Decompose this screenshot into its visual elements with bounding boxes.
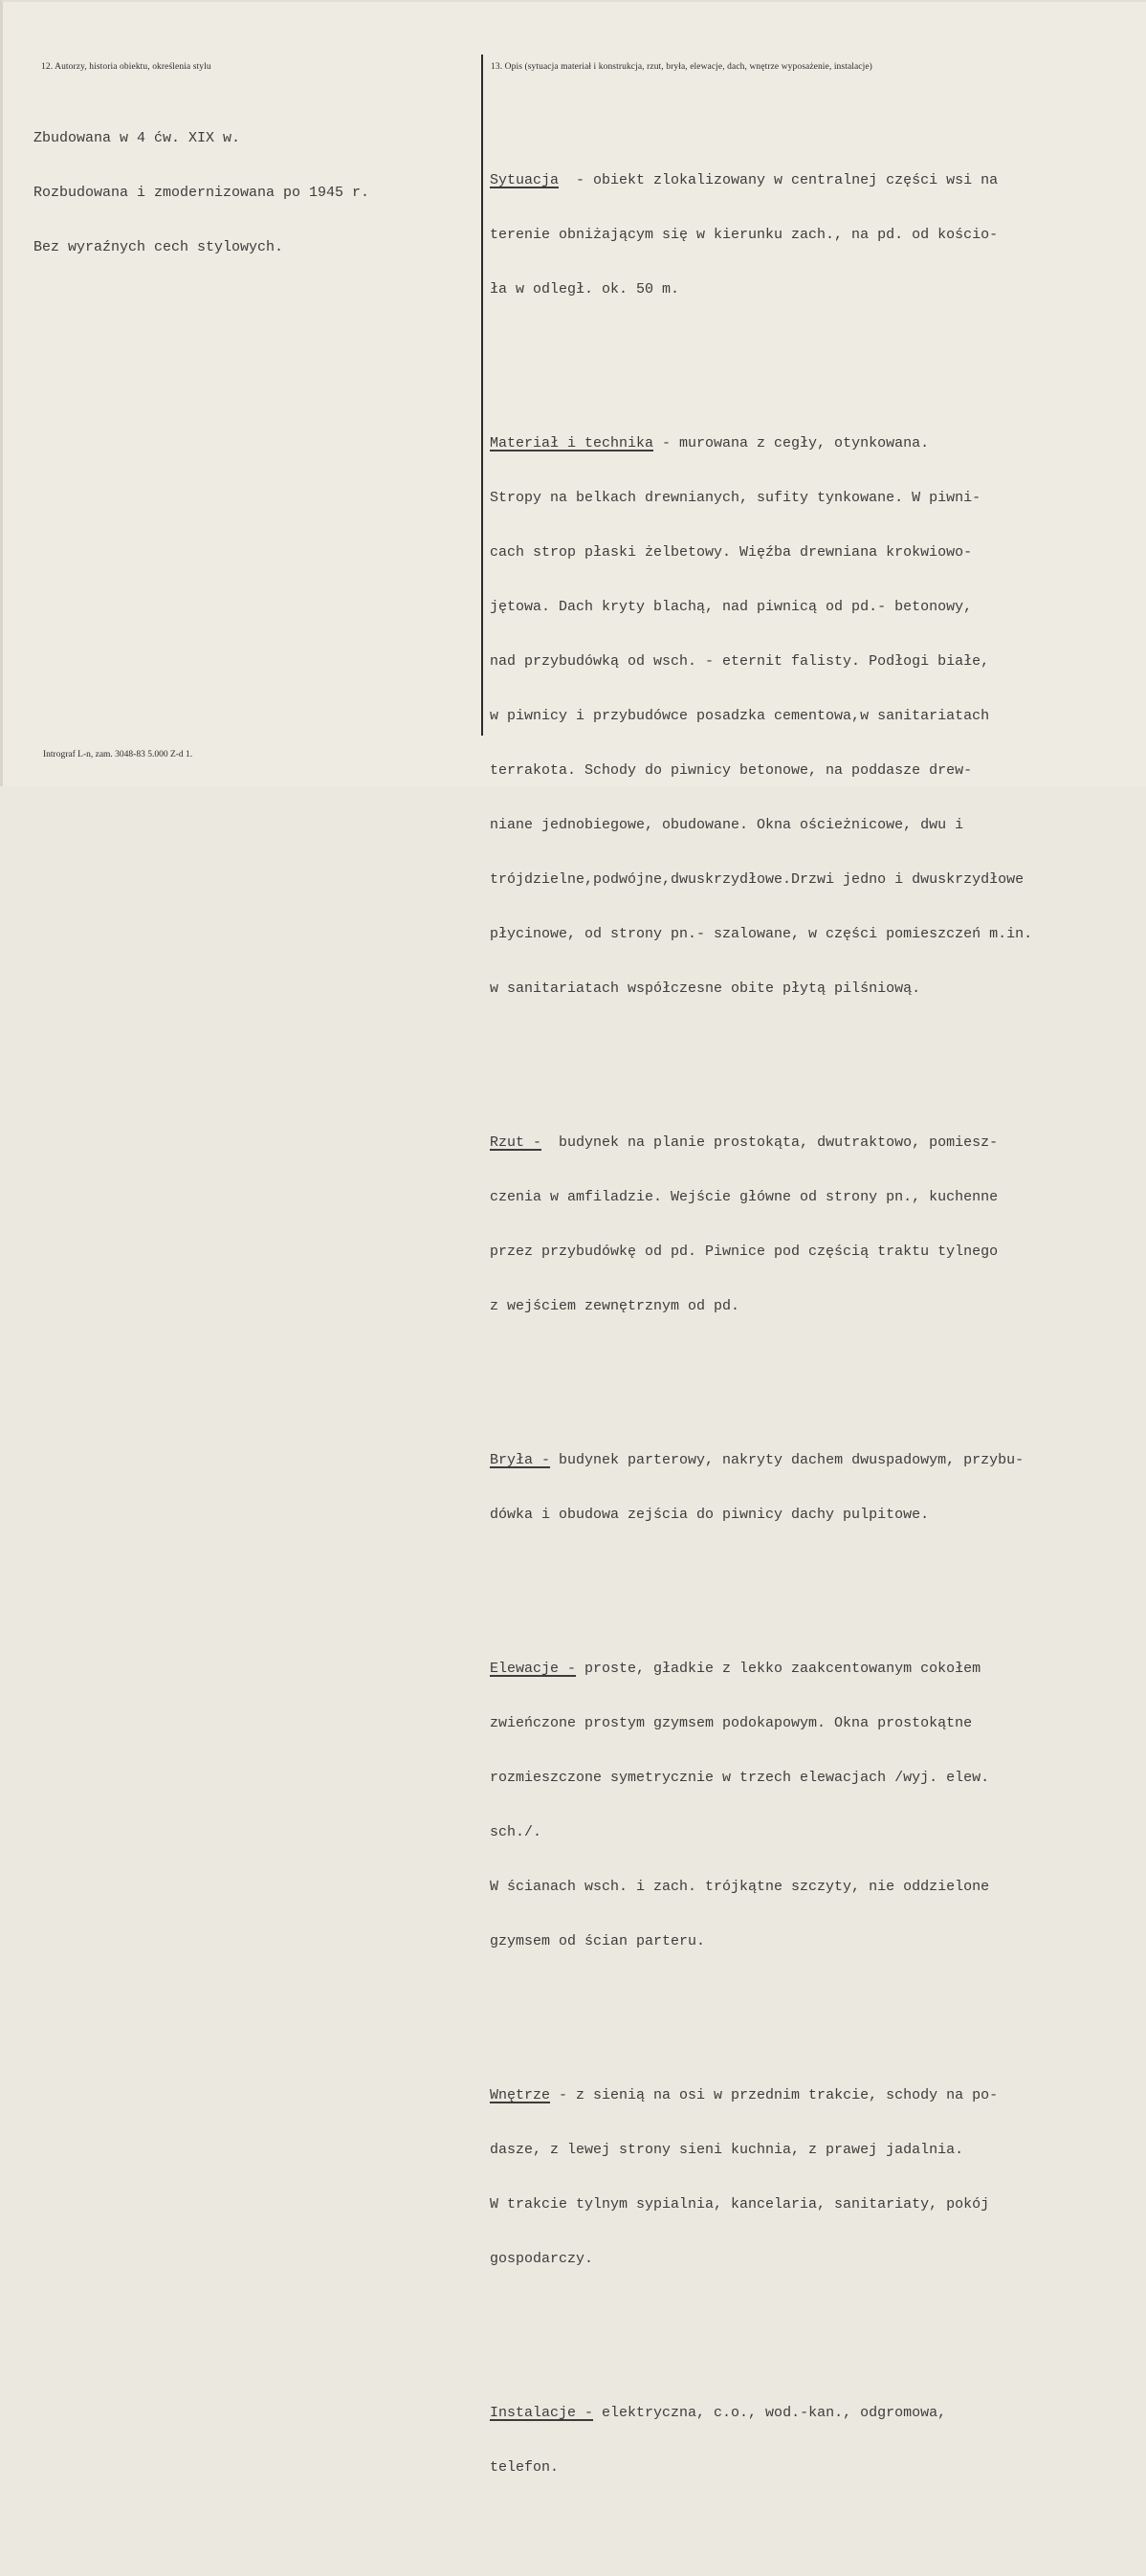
section-rzut	[490, 1097, 1032, 1352]
section-material	[490, 398, 1032, 1034]
history-line: Bez wyraźnych cech stylowych.	[33, 239, 284, 255]
history-text	[33, 93, 369, 293]
text-line: gospodarczy.	[490, 2251, 594, 2267]
section-label: Bryła -	[490, 1452, 551, 1468]
section-text: - obiekt zlokalizowany w centralnej części wsi na	[559, 172, 999, 188]
text-line: trójdzielne,podwójne,dwuskrzydłowe.Drzwi jedno i dwuskrzydłowe	[490, 871, 1025, 888]
text-line: czenia w amfiladzie. Wejście główne od strony pn., kuchenne	[490, 1189, 999, 1205]
section-label: Rzut -	[490, 1134, 542, 1151]
section-text: budynek na planie prostokąta, dwutraktowo, pomiesz-	[541, 1134, 999, 1151]
text-line: w sanitariatach współczesne obite płytą pilśniową.	[490, 980, 921, 997]
section-sytuacja	[490, 135, 1032, 335]
section-label: Instalacje -	[490, 2405, 594, 2421]
text-line: płycinowe, od strony pn.- szalowane, w części pomieszczeń m.in.	[490, 926, 1033, 942]
section-text: budynek parterowy, nakryty dachem dwuspadowym, przybu-	[550, 1452, 1025, 1468]
text-line: terrakota. Schody do piwnicy betonowe, na poddasze drew-	[490, 762, 973, 779]
section-label: Elewacje -	[490, 1661, 577, 1677]
text-line: ła w odległ. ok. 50 m.	[490, 281, 680, 297]
section-12-header: 12. Autorzy, historia obiektu, określenia stylu	[41, 62, 211, 72]
text-line: terenie obniżającym się w kierunku zach., na pd. od kościo-	[490, 227, 999, 243]
section-text: - murowana z cegły, otynkowana.	[653, 435, 930, 451]
section-label: Materiał i technika	[490, 435, 654, 451]
section-label: Wnętrze	[490, 2087, 551, 2103]
printer-footer: Intrograf L-n, zam. 3048-83 5.000 Z-d 1.	[43, 750, 193, 760]
text-line: niane jednobiegowe, obudowane. Okna ościeżnicowe, dwu i	[490, 817, 964, 833]
section-13-header: 13. Opis (sytuacja materiał i konstrukcja, rzut, bryła, elewacje, dach, wnętrze wyposażenie, instalacje)	[491, 62, 872, 72]
section-text: - z sienią na osi w przednim trakcie, schody na po-	[550, 2087, 999, 2103]
text-line: zwieńczone prostym gzymsem podokapowym. Okna prostokątne	[490, 1715, 973, 1731]
text-line: w piwnicy i przybudówce posadzka cementowa,w sanitariatach	[490, 708, 990, 724]
history-line: Zbudowana w 4 ćw. XIX w.	[33, 130, 241, 146]
section-instalacje	[490, 2367, 1032, 2513]
section-text: proste, gładkie z lekko zaakcentowanym cokołem	[576, 1661, 981, 1677]
text-line: jętowa. Dach kryty blachą, nad piwnicą od pd.- betonowy,	[490, 599, 973, 615]
section-elewacje	[490, 1623, 1032, 1987]
text-line: Stropy na belkach drewnianych, sufity tynkowane. W piwni-	[490, 490, 981, 506]
text-line: telefon.	[490, 2459, 560, 2476]
text-line: rozmieszczone symetrycznie w trzech elewacjach /wyj. elew.	[490, 1770, 990, 1786]
text-line: W trakcie tylnym sypialnia, kancelaria, sanitariaty, pokój	[490, 2196, 990, 2213]
text-line: z wejściem zewnętrznym od pd.	[490, 1298, 740, 1314]
section-text: elektryczna, c.o., wod.-kan., odgromowa,	[593, 2405, 947, 2421]
section-label: Sytuacja	[490, 172, 560, 188]
text-line: sch./.	[490, 1824, 542, 1840]
section-wnetrze	[490, 2050, 1032, 2304]
section-bryla	[490, 1415, 1032, 1560]
text-line: dasze, z lewej strony sieni kuchnia, z prawej jadalnia.	[490, 2142, 964, 2158]
text-line: przez przybudówkę od pd. Piwnice pod częścią traktu tylnego	[490, 1244, 999, 1260]
text-line: cach strop płaski żelbetowy. Więźba drewniana krokwiowo-	[490, 544, 973, 561]
text-line: W ścianach wsch. i zach. trójkątne szczyty, nie oddzielone	[490, 1879, 990, 1895]
history-line: Rozbudowana i zmodernizowana po 1945 r.	[33, 185, 370, 201]
text-line: nad przybudówką od wsch. - eternit falisty. Podłogi białe,	[490, 653, 990, 670]
text-line: dówka i obudowa zejścia do piwnicy dachy pulpitowe.	[490, 1507, 930, 1523]
column-divider	[481, 55, 483, 736]
description-text	[490, 80, 1032, 2576]
text-line: gzymsem od ścian parteru.	[490, 1933, 706, 1949]
